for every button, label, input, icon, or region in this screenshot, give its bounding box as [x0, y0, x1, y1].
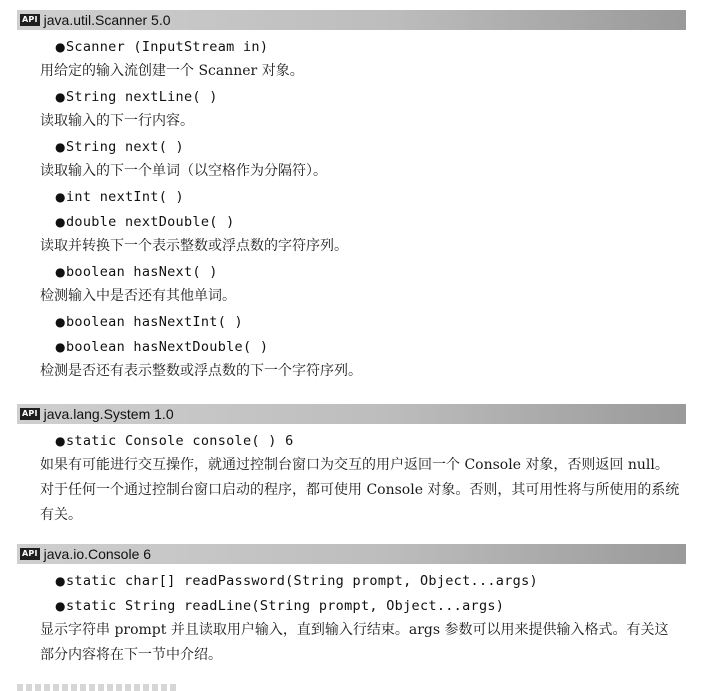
method-description: 检测输入中是否还有其他单词。 [40, 288, 236, 304]
bullet-icon: ● [55, 89, 66, 104]
method-signature: boolean hasNextInt( ) [66, 313, 243, 330]
bullet-icon: ● [55, 264, 66, 279]
method-entry [55, 593, 686, 618]
api-section-console [17, 544, 686, 668]
api-class-title: java.lang.System 1.0 [43, 406, 174, 422]
method-signature: String next( ) [66, 138, 184, 155]
method-description: 检测是否还有表示整数或浮点数的下一个字符序列。 [40, 363, 362, 379]
bullet-icon: ● [55, 573, 66, 588]
method-signature: static String readLine(String prompt, Object...args) [66, 597, 505, 614]
method-entry [55, 134, 686, 159]
method-entry [55, 209, 686, 234]
api-badge-icon: API [22, 409, 38, 418]
method-entry [55, 259, 686, 284]
api-method-list [17, 424, 686, 528]
bullet-icon: ● [55, 214, 66, 229]
cut-off-heading-fragment [17, 684, 177, 691]
method-description: 如果有可能进行交互操作，就通过控制台窗口为交互的用户返回一个 Console 对象，否则返回 null。对于任何一个通过控制台窗口启动的程序，都可使用 Console 对象。否则，其可用性将与所使用的系统有关。 [40, 457, 680, 523]
api-section-system [17, 404, 686, 528]
api-method-list [17, 30, 686, 384]
method-signature: boolean hasNext( ) [66, 263, 218, 280]
method-signature: static Console console( ) 6 [66, 432, 294, 449]
api-section-scanner [17, 10, 686, 384]
method-entry [55, 84, 686, 109]
method-entry [55, 34, 686, 59]
method-signature: boolean hasNextDouble( ) [66, 338, 269, 355]
api-class-title: java.io.Console 6 [43, 546, 152, 562]
api-class-title: java.util.Scanner 5.0 [43, 12, 171, 28]
bullet-icon: ● [55, 139, 66, 154]
method-entry [55, 428, 686, 453]
method-description: 读取并转换下一个表示整数或浮点数的字符序列。 [40, 238, 348, 254]
bullet-icon: ● [55, 433, 66, 448]
method-description: 读取输入的下一行内容。 [40, 113, 194, 129]
method-entry [55, 568, 686, 593]
method-signature: static char[] readPassword(String prompt, Object...args) [66, 572, 538, 589]
api-header [17, 10, 686, 30]
method-entry [55, 334, 686, 359]
bullet-icon: ● [55, 339, 66, 354]
api-badge-icon: API [22, 15, 38, 24]
api-header [17, 404, 686, 424]
method-description: 用给定的输入流创建一个 Scanner 对象。 [40, 63, 304, 79]
api-badge-icon: API [22, 549, 38, 558]
method-signature: String nextLine( ) [66, 88, 218, 105]
method-entry [55, 309, 686, 334]
method-signature: int nextInt( ) [66, 188, 184, 205]
method-entry [55, 184, 686, 209]
method-description: 读取输入的下一个单词（以空格作为分隔符）。 [40, 163, 327, 179]
api-header [17, 544, 686, 564]
method-description: 显示字符串 prompt 并且读取用户输入，直到输入行结束。args 参数可以用来提供输入格式。有关这部分内容将在下一节中介绍。 [40, 622, 669, 663]
bullet-icon: ● [55, 314, 66, 329]
bullet-icon: ● [55, 39, 66, 54]
bullet-icon: ● [55, 189, 66, 204]
method-signature: double nextDouble( ) [66, 213, 235, 230]
api-method-list [17, 564, 686, 668]
method-signature: Scanner (InputStream in) [66, 38, 269, 55]
bullet-icon: ● [55, 598, 66, 613]
